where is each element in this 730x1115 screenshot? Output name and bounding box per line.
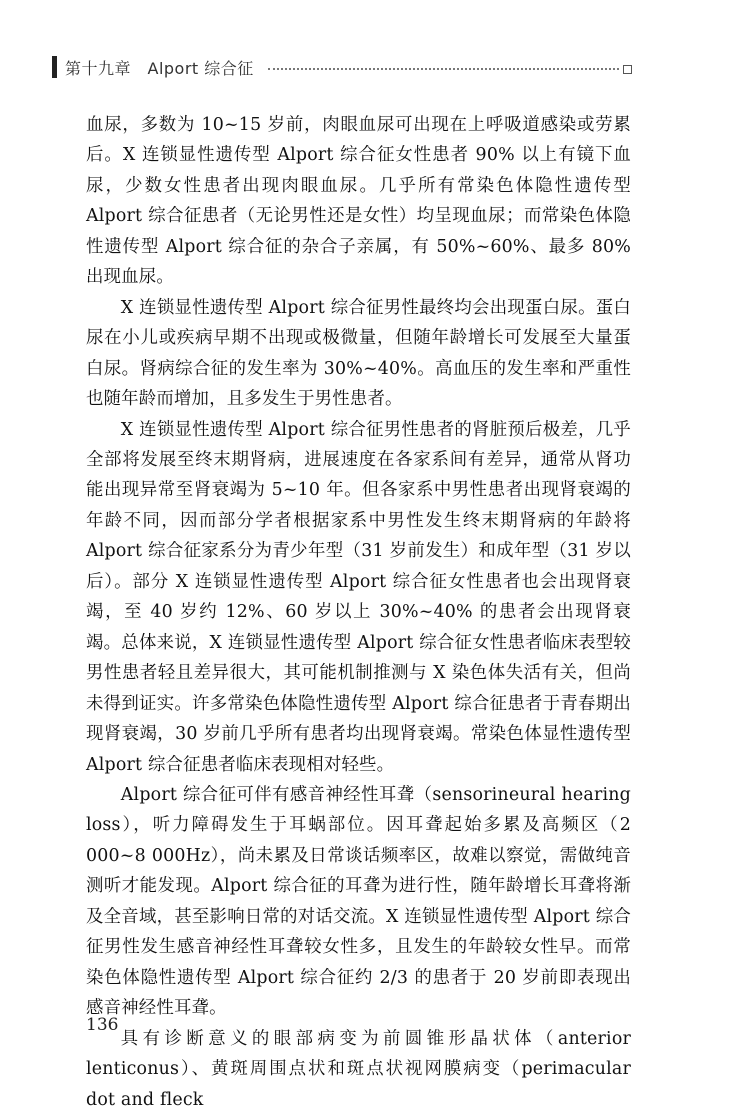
paragraph-4: Alport 综合征可伴有感音神经性耳聋（sensorineural hearing loss），听力障碍发生于耳蜗部位。因耳聋起始多累及高频区（2 000~8 000Hz），尚未累及日常谈话频率区，故难以察觉，需做纯音测听才能发现。Alport 综合征的耳聋为进行性，随年龄增长耳聋将渐及全音域，甚至影响日常的对话交流。X 连锁显性遗传型 Alport 综合征男性发生感音神经性耳聋较女性多，且发生的年龄较女性早。而常染色体隐性遗传型 Alport 综合征约 2/3 的患者于 20 岁前即表现出感音神经性耳聋。: [86, 784, 631, 1019]
header-bar-mark: [52, 56, 57, 78]
square-end-icon: [623, 65, 632, 74]
body-text: [86, 110, 631, 1115]
paragraph-2: X 连锁显性遗传型 Alport 综合征男性最终均会出现蛋白尿。蛋白尿在小儿或疾病早期不出现或极微量，但随年龄增长可发展至大量蛋白尿。肾病综合征的发生率为 30%~40%。高血压的发生率和严重性也随年龄而增加，且多发生于男性患者。: [86, 297, 631, 410]
running-header: [52, 54, 632, 80]
paragraph-5: 具有诊断意义的眼部病变为前圆锥形晶状体（anterior lenticonus）、黄斑周围点状和斑点状视网膜病变（perimacular dot and fleck: [86, 1028, 631, 1110]
chapter-title: 第十九章 Alport 综合征: [65, 58, 254, 78]
paragraph-1: 血尿，多数为 10~15 岁前，肉眼血尿可出现在上呼吸道感染或劳累后。X 连锁显性遗传型 Alport 综合征女性患者 90% 以上有镜下血尿，少数女性患者出现肉眼血尿。几乎所有常染色体隐性遗传型 Alport 综合征患者（无论男性还是女性）均呈现血尿；而常染色体隐性遗传型 Alport 综合征的杂合子亲属，有 50%~60%、最多 80% 出现血尿。: [86, 115, 631, 288]
page-number: 136: [86, 1015, 119, 1035]
paragraph-3: X 连锁显性遗传型 Alport 综合征男性患者的肾脏预后极差，几乎全部将发展至终末期肾病，进展速度在各家系间有差异，通常从肾功能出现异常至肾衰竭为 5~10 年。但各家系中男性患者出现肾衰竭的年龄不同，因而部分学者根据家系中男性发生终末期肾病的年龄将 Alport 综合征家系分为青少年型（31 岁前发生）和成年型（31 岁以后）。部分 X 连锁显性遗传型 Alport 综合征女性患者也会出现肾衰竭，至 40 岁约 12%、60 岁以上 30%~40% 的患者会出现肾衰竭。总体来说，X 连锁显性遗传型 Alport 综合征女性患者临床表型较男性患者轻且差异很大，其可能机制推测与 X 染色体失活有关，但尚未得到证实。许多常染色体隐性遗传型 Alport 综合征患者于青春期出现肾衰竭，30 岁前几乎所有患者均出现肾衰竭。常染色体显性遗传型 Alport 综合征患者临床表现相对轻些。: [86, 419, 631, 775]
header-dotted-rule: [268, 68, 619, 70]
